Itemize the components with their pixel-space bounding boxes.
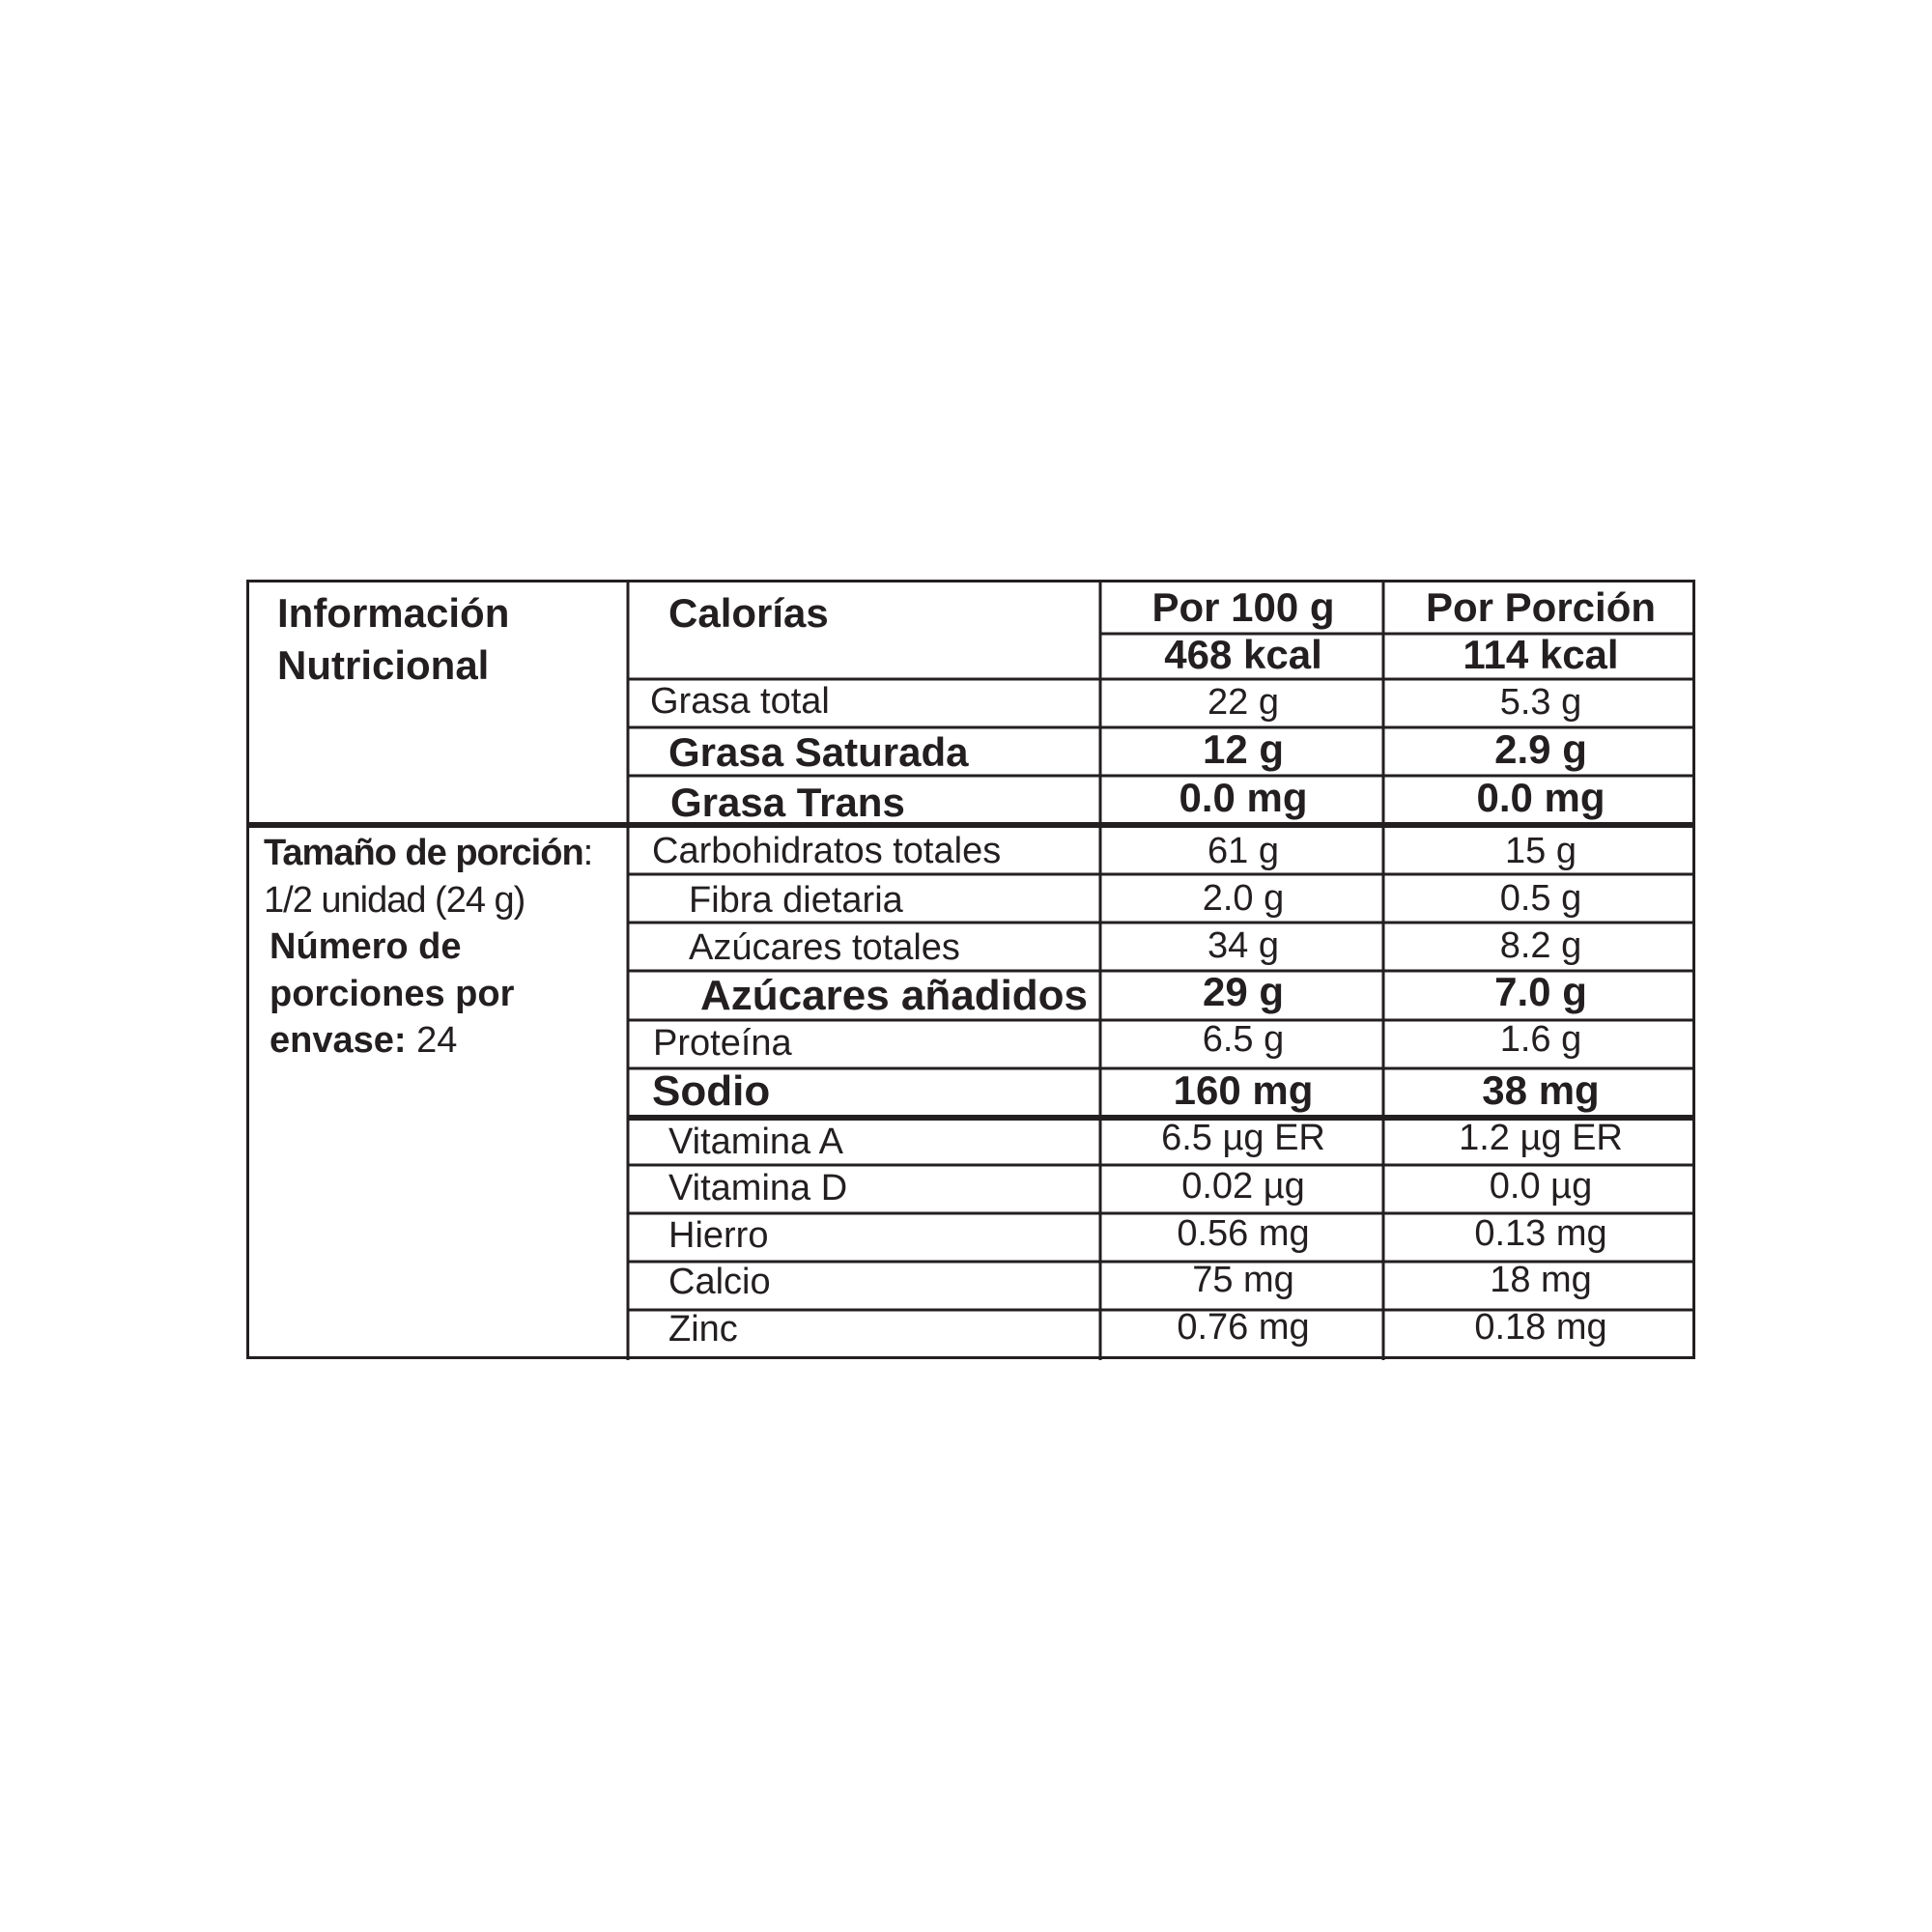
row-value-per-100g: 6.5 g xyxy=(1202,1019,1285,1060)
row-value-per-portion: 0.18 mg xyxy=(1474,1307,1607,1348)
column-header-per-portion: Por Porción xyxy=(1425,584,1657,630)
row-value-per-100g: 61 g xyxy=(1208,831,1279,871)
row-label-azucares-totales: Azúcares totales xyxy=(689,927,960,968)
row-label-vitamina-a: Vitamina A xyxy=(668,1122,843,1162)
row-label-hierro: Hierro xyxy=(668,1215,769,1256)
row-value-per-100g: 22 g xyxy=(1208,682,1279,723)
row-value-per-portion: 5.3 g xyxy=(1499,682,1582,723)
calories-per-100g: 468 kcal xyxy=(1164,632,1322,677)
row-value-per-100g: 0.56 mg xyxy=(1177,1213,1310,1254)
row-value-per-100g: 0.0 mg xyxy=(1179,775,1308,820)
row-value-per-portion: 7.0 g xyxy=(1494,969,1587,1014)
row-label-sodio: Sodio xyxy=(652,1067,771,1115)
row-label-azucares-anadidos: Azúcares añadidos xyxy=(700,972,1089,1019)
row-value-per-portion: 0.5 g xyxy=(1499,878,1582,919)
serving-size-value: 1/2 unidad (24 g) xyxy=(264,880,526,921)
serving-size-label: Tamaño de porción: xyxy=(264,833,593,873)
nutrition-facts-table xyxy=(246,580,1695,1360)
row-label-zinc: Zinc xyxy=(668,1309,738,1350)
row-value-per-100g: 29 g xyxy=(1202,969,1285,1014)
row-label-fibra-dietaria: Fibra dietaria xyxy=(689,880,903,921)
row-value-per-100g: 6.5 µg ER xyxy=(1161,1118,1325,1158)
row-label-grasa-total: Grasa total xyxy=(650,681,830,722)
row-value-per-100g: 0.76 mg xyxy=(1177,1307,1310,1348)
row-label-proteina: Proteína xyxy=(653,1023,792,1064)
row-value-per-portion: 2.9 g xyxy=(1494,726,1587,772)
column-header-per-100g: Por 100 g xyxy=(1151,584,1335,630)
row-label-vitamina-d: Vitamina D xyxy=(668,1168,848,1208)
row-label-grasa-trans: Grasa Trans xyxy=(670,780,905,825)
row-label-carbohidratos-totales: Carbohidratos totales xyxy=(652,831,1002,871)
row-value-per-portion: 8.2 g xyxy=(1499,925,1582,966)
row-value-per-portion: 1.2 µg ER xyxy=(1459,1118,1623,1158)
row-value-per-100g: 75 mg xyxy=(1192,1260,1294,1300)
row-label-calcio: Calcio xyxy=(668,1262,771,1302)
row-value-per-portion: 18 mg xyxy=(1490,1260,1592,1300)
row-value-per-100g: 2.0 g xyxy=(1202,878,1285,919)
row-value-per-portion: 0.0 mg xyxy=(1476,775,1605,820)
row-value-per-portion: 0.13 mg xyxy=(1474,1213,1607,1254)
row-value-per-portion: 15 g xyxy=(1505,831,1577,871)
row-value-per-portion: 1.6 g xyxy=(1499,1019,1582,1060)
title-line-1: Información xyxy=(277,590,510,636)
servings-count: envase: 24 xyxy=(270,1020,458,1061)
servings-count-label-2: porciones por xyxy=(270,974,515,1014)
row-value-per-portion: 38 mg xyxy=(1482,1067,1600,1113)
calories-per-portion: 114 kcal xyxy=(1463,632,1619,677)
row-value-per-portion: 0.0 µg xyxy=(1489,1166,1593,1207)
row-label-grasa-saturada: Grasa Saturada xyxy=(668,729,969,775)
calories-label: Calorías xyxy=(668,590,829,636)
servings-count-label-1: Número de xyxy=(270,926,462,967)
row-value-per-100g: 0.02 µg xyxy=(1181,1166,1305,1207)
title-line-2: Nutricional xyxy=(277,642,490,688)
row-value-per-100g: 34 g xyxy=(1208,925,1279,966)
row-value-per-100g: 12 g xyxy=(1202,726,1285,772)
row-value-per-100g: 160 mg xyxy=(1173,1067,1314,1113)
